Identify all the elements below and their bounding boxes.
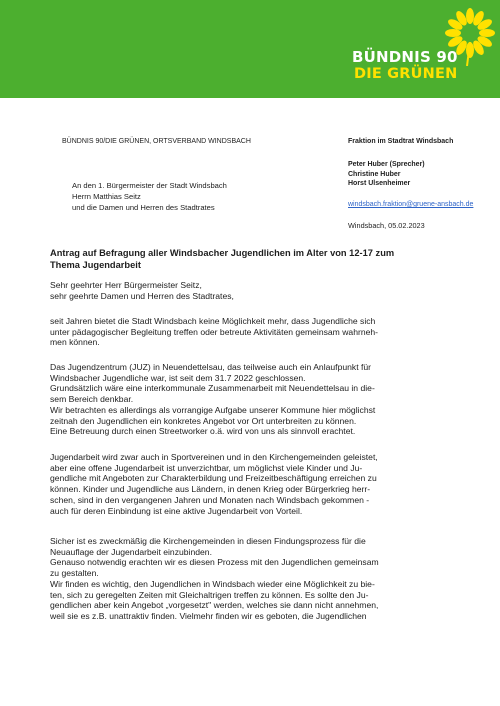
text-line: zeitnah den Jugendlichen ein konkretes Angebot vor Ort unterbreiten zu können. [50,415,357,426]
text-line: gendliche mit Angeboten zur Charakterbildung und Freizeitbeschäftigung erreichen zu [50,473,377,484]
member-name: Peter Huber (Sprecher) [348,161,425,168]
member-name: Christine Huber [348,170,401,178]
sender-line: BÜNDNIS 90/DIE GRÜNEN, ORTSVERBAND WINDSBACH [62,138,251,145]
text-line: Wir finden es wichtig, den Jugendlichen in Windsbach wieder eine Möglichkeit zu bie- [50,578,375,589]
paragraph-3 [50,452,460,516]
paragraph-1 [50,316,460,348]
text-line: Windsbacher Jugendliche war, ist seit dem 31.7 2022 geschlossen. [50,372,306,383]
text-line: aber eine offene Jugendarbeit ist unverzichtbar, um möglichst viele Kinder und Ju- [50,462,363,473]
logo-line-1: BÜNDNIS 90 [352,48,458,66]
text-line: seit Jahren bietet die Stadt Windsbach keine Möglichkeit mehr, dass Jugendliche sich [50,316,376,326]
text-line: schen, sind in den vergangenen Jahren und Monaten nach Windsbach gekommen - [50,494,370,505]
text-line: Das Jugendzentrum (JUZ) in Neuendettelsau, das teilweise auch ein Anlaufpunkt für [50,362,372,372]
subject-line: Thema Jugendarbeit [50,260,141,270]
party-logo [340,6,500,94]
date-line: Windsbach, 05.02.2023 [348,221,425,230]
text-line: unter pädagogischer Begleitung treffen oder betreute Aktivitäten gemeinsam wahrneh- [50,326,379,337]
text-line: Grundsätzlich wäre eine interkommunale Zusammenarbeit mit Neuendettelsau in die- [50,383,375,394]
paragraph-4 [50,536,460,622]
text-line: sem Bereich denkbar. [50,394,134,405]
text-line: zu gestalten. [50,568,99,579]
text-line: können. Kinder und Jugendliche aus Ländern, in denen Krieg oder Bürgerkrieg herr- [50,484,371,495]
text-line: Sicher ist es zweckmäßig die Kirchengemeinden in diesen Findungsprozess für die [50,536,366,546]
text-line: weil sie es z.B. unattraktiv finden. Vielmehr finden wir es geboten, die Jugendlichen [50,610,367,621]
recipient-line: An den 1. Bürgermeister der Stadt Windsbach [72,181,227,190]
member-name: Horst Ulsenheimer [348,180,411,187]
recipient-line: Herrn Matthias Seitz [72,192,141,201]
recipient-line: und die Damen und Herren des Stadtrates [72,203,215,212]
email-link[interactable]: windsbach.fraktion@gruene-ansbach.de [348,201,474,208]
header-band [0,0,500,98]
paragraph-2 [50,362,460,437]
text-line: men können. [50,337,100,348]
text-line: Genauso notwendig erachten wir es diesen Prozess mit den Jugendlichen gemeinsam [50,557,379,568]
subject-line: Antrag auf Befragung aller Windsbacher Jugendlichen im Alter von 12-17 zum [50,248,395,258]
text-line: Wir betrachten es allerdings als vorrangige Aufgabe unserer Kommune hier möglichst [50,404,376,415]
salutation [50,280,460,301]
text-line: Eine Betreuung durch einen Streetworker o.ä. wird von uns als sinnvoll erachtet. [50,426,356,437]
faction-title: Fraktion im Stadtrat Windsbach [348,138,454,145]
salutation-line: sehr geehrte Damen und Herren des Stadtrates, [50,290,234,301]
text-line: gendlichen aber kein Angebot „vorgesetzt" werden, welches sie dann nicht annehmen, [50,600,379,611]
text-line: Jugendarbeit wird zwar auch in Sportvereinen und in den Kirchengemeinden geleistet, [50,452,378,462]
recipient-address [72,180,227,213]
member-list [348,160,425,189]
text-line: auch für deren Einbindung ist eine aktive Jugendarbeit von Vorteil. [50,505,303,516]
text-line: ten, sich zu geregelten Zeiten mit Gleichaltrigen treffen zu können. Es sollte den Ju- [50,589,369,600]
logo-line-2: DIE GRÜNEN [354,66,458,82]
subject-heading [50,247,470,271]
text-line: Neuauflage der Jugendarbeit einzubinden. [50,546,212,557]
salutation-line: Sehr geehrter Herr Bürgermeister Seitz, [50,280,202,290]
